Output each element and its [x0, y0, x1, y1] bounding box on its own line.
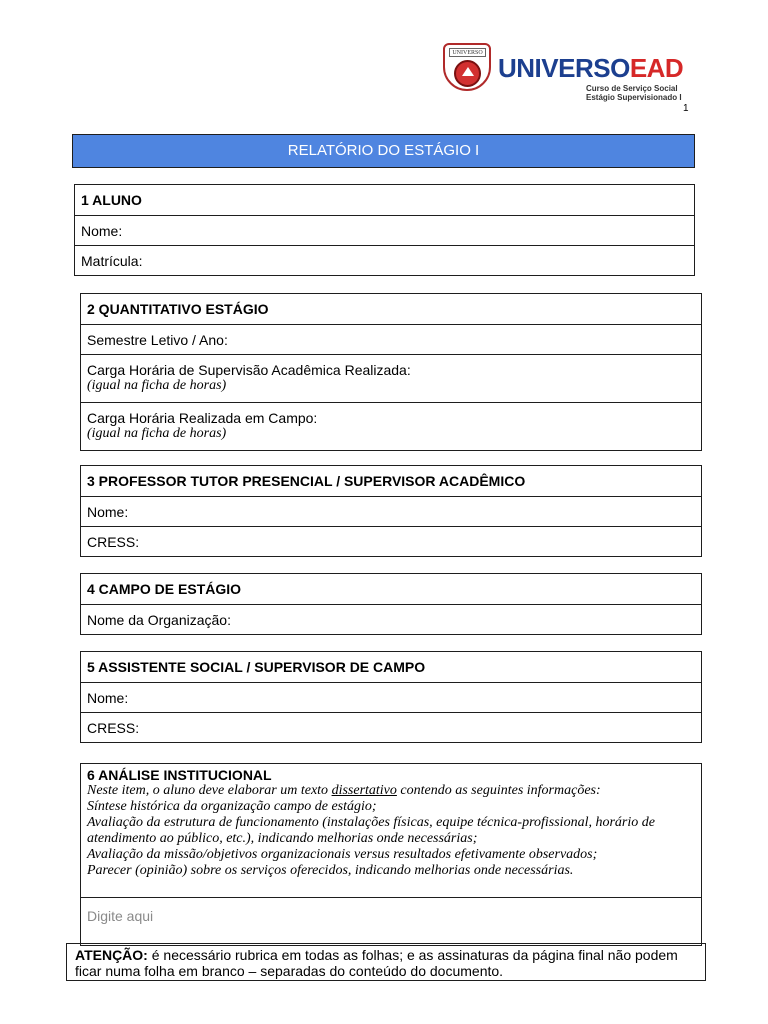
section-heading: 3 PROFESSOR TUTOR PRESENCIAL / SUPERVISOR ACADÊMICO — [87, 473, 526, 489]
field-matricula[interactable]: Matrícula: — [75, 245, 694, 275]
instruction-item: Síntese histórica da organização campo de estágio; — [87, 799, 377, 814]
field-nome[interactable]: Nome: — [81, 496, 701, 526]
instruction-item: Avaliação da missão/objetivos organizacionais versus resultados efetivamente observados; — [87, 847, 598, 862]
field-nome-organizacao[interactable]: Nome da Organização: — [81, 604, 701, 634]
field-cress[interactable]: CRESS: — [81, 526, 701, 556]
field-nome[interactable]: Nome: — [75, 215, 694, 245]
course-module: Estágio Supervisionado I — [586, 93, 682, 102]
section-quantitativo — [80, 293, 702, 451]
section-heading: 4 CAMPO DE ESTÁGIO — [87, 581, 242, 597]
instruction-item: Parecer (opinião) sobre os serviços oferecidos, indicando melhorias onde necessárias. — [87, 863, 574, 878]
field-nome[interactable]: Nome: — [81, 682, 701, 712]
page-number: 1 — [683, 103, 689, 114]
seal-text: UNIVERSO — [449, 48, 486, 57]
section-analise-institucional — [80, 763, 702, 946]
attention-label: ATENÇÃO: — [75, 947, 148, 963]
section-aluno — [74, 184, 695, 276]
field-semestre[interactable]: Semestre Letivo / Ano: — [81, 324, 701, 354]
section-instructions — [81, 764, 701, 897]
field-label: Carga Horária de Supervisão Acadêmica Realizada: — [87, 362, 411, 378]
field-note: (igual na ficha de horas) — [87, 426, 227, 441]
course-name: Curso de Serviço Social — [586, 84, 678, 93]
section-campo-estagio — [80, 573, 702, 635]
attention-text: é necessário rubrica em todas as folhas; e as assinaturas da página final não podem ficar numa folha em branco – separadas do conteúdo do documento. — [75, 947, 678, 979]
field-label: Carga Horária Realizada em Campo: — [87, 410, 318, 426]
analysis-text-input[interactable]: Digite aqui — [81, 897, 701, 945]
section-heading: 5 ASSISTENTE SOCIAL / SUPERVISOR DE CAMPO — [87, 659, 426, 675]
attention-notice — [66, 943, 706, 981]
section-heading: 1 ALUNO — [81, 192, 142, 208]
document-header — [443, 43, 698, 103]
field-carga-campo[interactable] — [81, 402, 701, 450]
field-cress[interactable]: CRESS: — [81, 712, 701, 742]
brand-logo: UNIVERSOEAD — [498, 53, 684, 83]
section-heading: 6 ANÁLISE INSTITUCIONAL — [87, 767, 272, 783]
universo-seal-logo — [443, 43, 491, 91]
field-note: (igual na ficha de horas) — [87, 378, 227, 393]
section-heading: 2 QUANTITATIVO ESTÁGIO — [87, 301, 269, 317]
instruction-intro: Neste item, o aluno deve elaborar um texto dissertativo contendo as seguintes informações: — [87, 783, 601, 798]
section-assistente-social — [80, 651, 702, 743]
field-carga-supervisao[interactable] — [81, 354, 701, 402]
page-title: RELATÓRIO DO ESTÁGIO I — [72, 134, 695, 168]
seal-emblem-icon — [454, 60, 481, 87]
instruction-item: Avaliação da estrutura de funcionamento (instalações físicas, equipe técnica-profissional, horário de atendimento ao público, etc.), indicando melhorias onde necessárias; — [87, 815, 655, 846]
section-professor-tutor — [80, 465, 702, 557]
